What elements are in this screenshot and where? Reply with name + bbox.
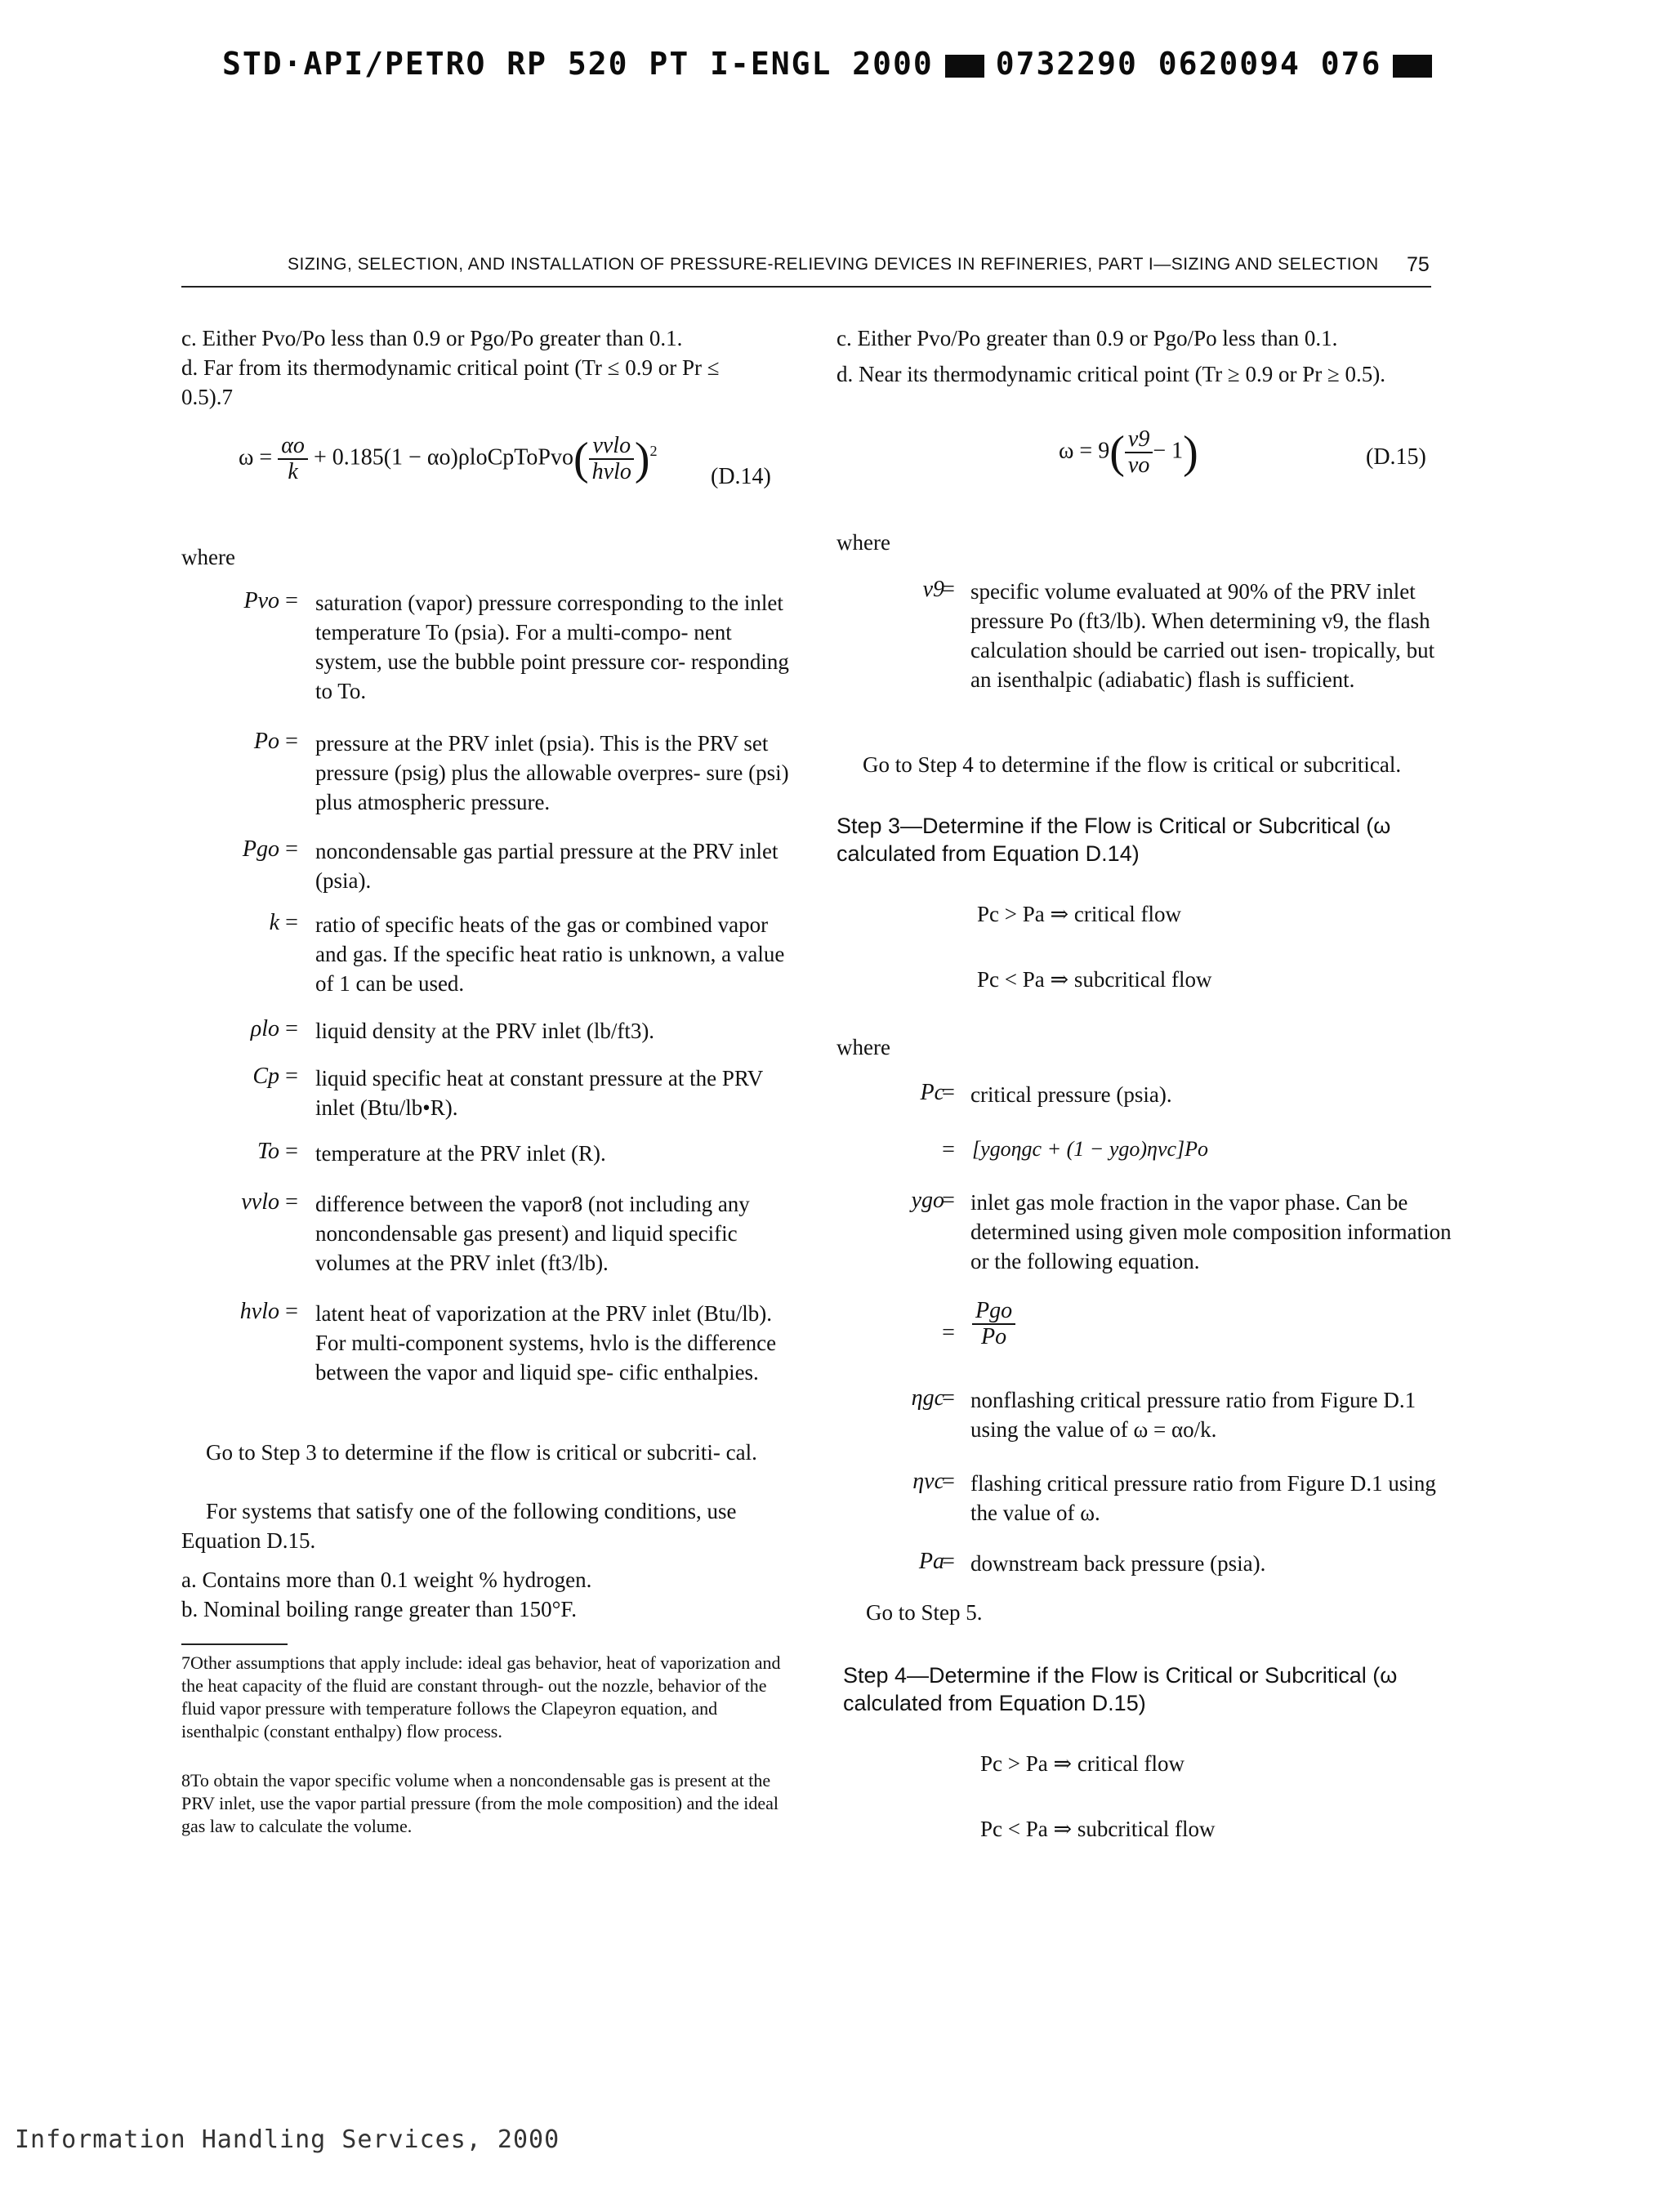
equation-d14	[239, 433, 658, 485]
def-equals: =	[942, 1549, 955, 1574]
eq-d15-num: v9	[1125, 427, 1153, 453]
step4-heading: Step 4—Determine if the Flow is Critical or Subcritical (ω calculated from Equation D.15)	[843, 1663, 1398, 1715]
equation-d15	[1059, 426, 1198, 479]
def-symbol: ygo	[911, 1188, 944, 1213]
def-text: liquid specific heat at constant pressure at the PRV inlet (Btu/lb•R).	[315, 1066, 763, 1120]
eq-d15-number: (D.15)	[1366, 444, 1426, 470]
eq-d14-number: (D.14)	[711, 464, 771, 489]
stamp-text-mid: 0732290 0620094 076	[995, 46, 1382, 82]
stamp-block	[1393, 55, 1432, 78]
step4-subcritical-condition: Pc < Pa ⇒ subcritical flow	[980, 1817, 1216, 1841]
footnote-rule	[181, 1643, 288, 1645]
ygo-equals: =	[942, 1320, 955, 1345]
def-equals: =	[285, 1064, 298, 1089]
def-symbol: ρlo	[250, 1016, 279, 1041]
ygo-fraction	[972, 1299, 1015, 1349]
eq-d14-close-paren: )	[634, 434, 650, 484]
left-item-d-line1: d. Far from its thermodynamic critical point (Tr ≤ 0.9 or Pr ≤	[181, 355, 720, 380]
step3-heading: Step 3—Determine if the Flow is Critical or Subcritical (ω calculated from Equation D.14)	[836, 814, 1391, 866]
def-equals: =	[285, 1016, 298, 1041]
left-item-c: c. Either Pvo/Po less than 0.9 or Pgo/Po greater than 0.1.	[181, 326, 683, 350]
pc-formula: [ygoηgc + (1 − ygo)ηvc]Po	[972, 1137, 1209, 1161]
running-head: SIZING, SELECTION, AND INSTALLATION OF PRESSURE-RELIEVING DEVICES IN REFINERIES, PART I—SIZING AND SELECTION	[288, 255, 1379, 274]
right-item-d: d. Near its thermodynamic critical point (Tr ≥ 0.9 or Pr ≥ 0.5).	[836, 362, 1386, 386]
footnote-7: 7Other assumptions that apply include: ideal gas behavior, heat of vaporization and the heat capacity of the fluid are constant through- out the nozzle, behavior of the fluid vapor pressure with temperature follows the Clapeyron equation, and isenthalpic (constant enthalpy) flow process.	[181, 1652, 781, 1742]
def-symbol: Pa	[918, 1549, 944, 1574]
left-paragraph-goto3: Go to Step 3 to determine if the flow is critical or subcriti- cal.	[206, 1440, 757, 1465]
def-equals: =	[942, 577, 955, 602]
right-where-2: where	[836, 1035, 890, 1059]
def-symbol: v9	[922, 577, 944, 602]
def-symbol: Pc	[920, 1080, 944, 1105]
left-item-d	[181, 353, 802, 412]
left-item-d-line2: 0.5).7	[181, 385, 233, 409]
def-text: ratio of specific heats of the gas or combined vapor and gas. If the specific heat ratio is unknown, a value of 1 can be used.	[315, 912, 785, 996]
def-equals: =	[285, 1299, 298, 1324]
right-item-c: c. Either Pvo/Po greater than 0.9 or Pgo/Po less than 0.1.	[836, 326, 1338, 350]
left-item-b: b. Nominal boiling range greater than 150°F.	[181, 1597, 578, 1621]
left-paragraph-conditions: For systems that satisfy one of the following conditions, use Equation D.15.	[181, 1499, 737, 1553]
def-text: inlet gas mole fraction in the vapor phase. Can be determined using given mole composition information or the following equation.	[970, 1190, 1452, 1273]
left-where: where	[181, 545, 235, 569]
eq-d14-rest: + 0.185(1 − αo)ρloCpToPvo	[313, 444, 573, 470]
def-equals: =	[285, 910, 298, 935]
ygo-den: Po	[981, 1324, 1007, 1349]
pc-formula-equals: =	[942, 1137, 955, 1162]
right-paragraph-goto4: Go to Step 4 to determine if the flow is critical or subcritical.	[863, 752, 1402, 777]
step3-subcritical-condition: Pc < Pa ⇒ subcritical flow	[977, 967, 1212, 992]
def-text: difference between the vapor8 (not including any noncondensable gas present) and liquid specific volumes at the PRV inlet (ft3/lb).	[315, 1192, 750, 1275]
def-equals: =	[285, 729, 298, 754]
eq-d14-fraction	[278, 434, 308, 484]
def-text: noncondensable gas partial pressure at the PRV inlet (psia).	[315, 839, 779, 893]
ygo-num: Pgo	[972, 1299, 1015, 1325]
def-equals: =	[285, 588, 298, 613]
def-equals: =	[942, 1188, 955, 1213]
document-stamp	[222, 46, 1443, 82]
right-where-1: where	[836, 530, 890, 555]
def-equals: =	[942, 1469, 955, 1494]
def-symbol: ηgc	[911, 1385, 944, 1411]
def-text: saturation (vapor) pressure corresponding to the inlet temperature To (psia). For a multi-compo- nent system, use the bubble point pressure cor- responding to To.	[315, 591, 789, 703]
eq-d15-den: vo	[1127, 453, 1150, 478]
stamp-text-left: STD·API/PETRO RP 520 PT I-ENGL 2000	[222, 46, 934, 82]
header-rule	[181, 286, 1431, 288]
def-text: flashing critical pressure ratio from Figure D.1 using the value of ω.	[970, 1471, 1436, 1525]
def-equals: =	[285, 1189, 298, 1215]
def-symbol: Pgo	[242, 836, 279, 862]
def-symbol: hvlo	[239, 1299, 279, 1324]
def-symbol: ηvc	[912, 1469, 944, 1494]
eq-d14-inner-fraction	[589, 434, 635, 484]
def-symbol: vvlo	[241, 1189, 279, 1215]
def-text: downstream back pressure (psia).	[970, 1551, 1266, 1576]
footnote-8: 8To obtain the vapor specific volume when a noncondensable gas is present at the PRV inlet, use the vapor partial pressure (from the mole composition) and the ideal gas law to calculate the volume.	[181, 1770, 779, 1836]
eq-d15-fraction	[1125, 427, 1153, 478]
eq-d14-frac-num: αo	[278, 434, 308, 460]
eq-d14-exponent: 2	[649, 443, 658, 460]
def-symbol: Pvo	[243, 588, 279, 613]
source-footer: Information Handling Services, 2000	[15, 2125, 560, 2154]
eq-d15-close-paren: )	[1183, 427, 1198, 478]
eq-d15-open-paren: (	[1109, 427, 1125, 478]
def-equals: =	[285, 1139, 298, 1164]
def-text: temperature at the PRV inlet (R).	[315, 1141, 606, 1166]
def-text: liquid density at the PRV inlet (lb/ft3).	[315, 1019, 655, 1043]
def-symbol: To	[257, 1139, 279, 1164]
def-equals: =	[285, 836, 298, 862]
def-equals: =	[942, 1385, 955, 1411]
eq-d14-inner-num: vvlo	[589, 434, 634, 460]
stamp-block	[945, 55, 984, 78]
def-equals: =	[942, 1080, 955, 1105]
def-symbol: Cp	[252, 1064, 279, 1089]
eq-d14-open-paren: (	[573, 434, 589, 484]
eq-d15-tail: − 1	[1153, 438, 1184, 464]
eq-d14-inner-den: hvlo	[591, 459, 631, 484]
def-symbol: k	[269, 910, 279, 935]
page-number: 75	[1407, 253, 1430, 276]
def-text: latent heat of vaporization at the PRV inlet (Btu/lb). For multi-component systems, hvlo is the difference between the vapor and liquid spe- cific enthalpies.	[315, 1301, 777, 1385]
def-text: nonflashing critical pressure ratio from Figure D.1 using the value of ω = αo/k.	[970, 1388, 1416, 1442]
left-item-a: a. Contains more than 0.1 weight % hydrogen.	[181, 1568, 592, 1592]
eq-d15-lhs: ω = 9	[1059, 438, 1110, 464]
eq-d14-lhs: ω =	[239, 444, 273, 470]
def-text: critical pressure (psia).	[970, 1082, 1172, 1107]
def-text: pressure at the PRV inlet (psia). This is the PRV set pressure (psig) plus the allowable overpres- sure (psi) plus atmospheric pressure.	[315, 731, 789, 814]
def-symbol: Po	[253, 729, 279, 754]
right-paragraph-goto5: Go to Step 5.	[866, 1600, 983, 1625]
step4-critical-condition: Pc > Pa ⇒ critical flow	[980, 1751, 1185, 1776]
step3-critical-condition: Pc > Pa ⇒ critical flow	[977, 902, 1182, 926]
ygo-fraction-body	[972, 1299, 1015, 1349]
def-text: specific volume evaluated at 90% of the PRV inlet pressure Po (ft3/lb). When determining v9, the flash calculation should be carried out isen- tropically, but an isenthalpic (adiabatic) flash is sufficient.	[970, 579, 1435, 692]
eq-d14-frac-den: k	[288, 459, 298, 484]
